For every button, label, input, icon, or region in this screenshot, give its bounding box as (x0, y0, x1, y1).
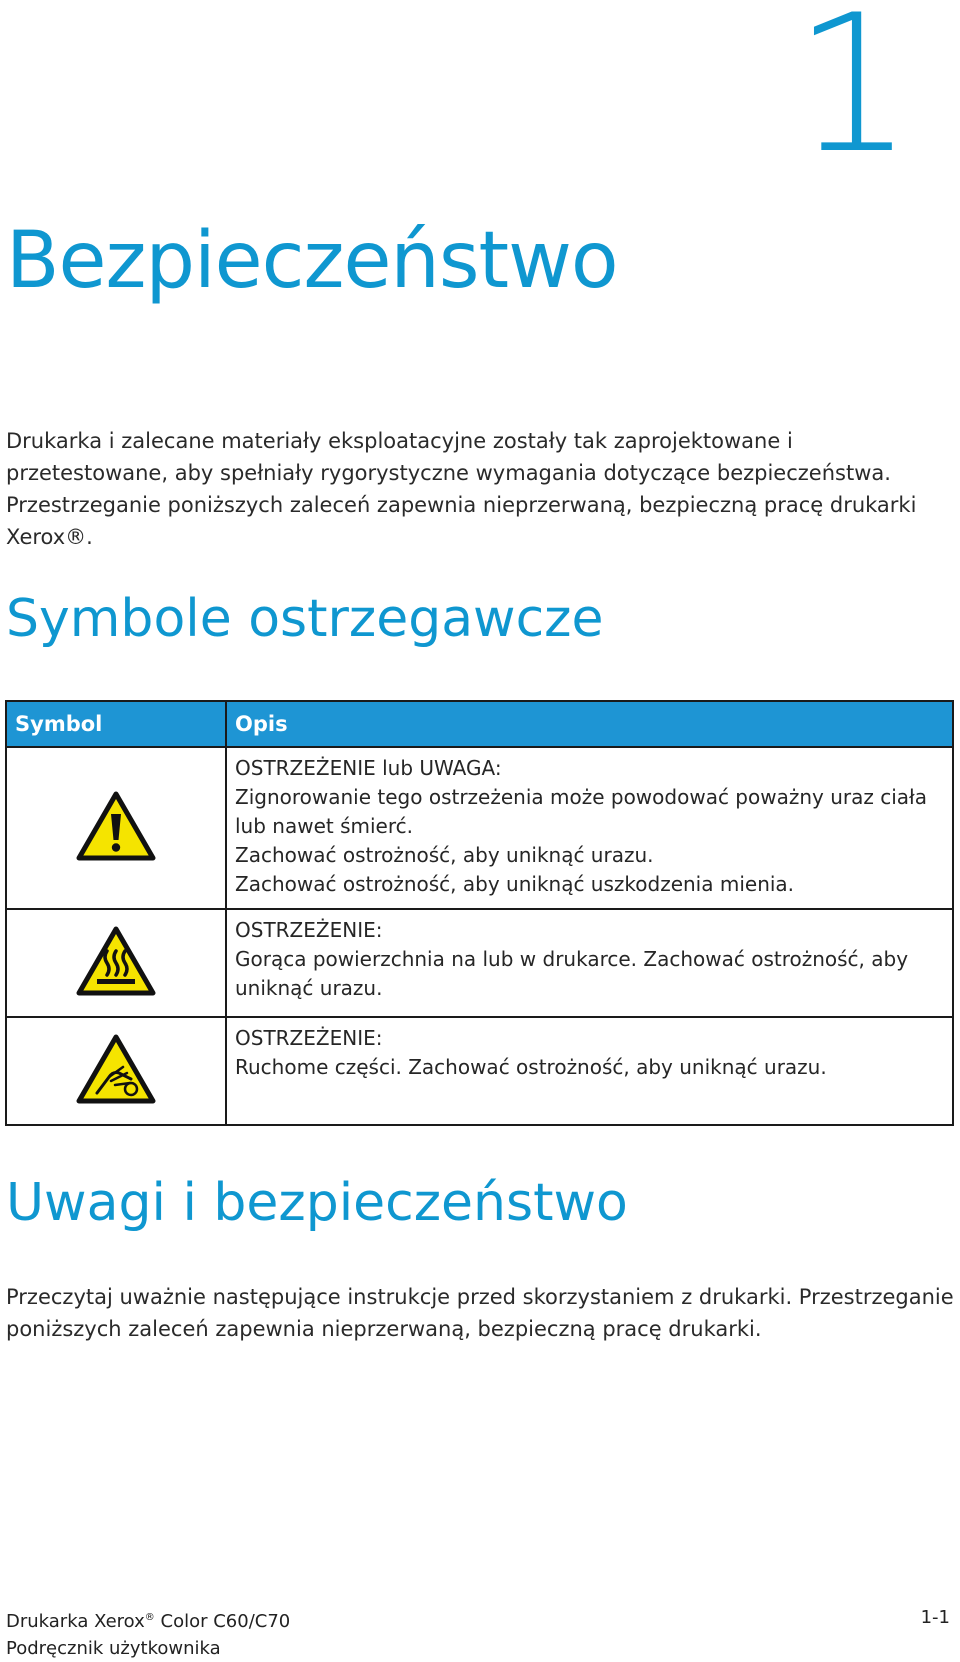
intro-paragraph: Drukarka i zalecane materiały eksploatacyjne zostały tak zaprojektowane i przetestowane, aby spełniały rygorystyczne wymagania dotyczące bezpieczeństwa. Przestrzeganie poniższych zaleceń zapewnia nieprzerwaną, bezpieczną pracę drukarki Xerox®. (6, 429, 917, 549)
symbol-cell (6, 747, 226, 909)
warning-text: Zachować ostrożność, aby uniknąć uszkodzenia mienia. (235, 872, 795, 896)
column-header-symbol: Symbol (6, 701, 226, 747)
notes-paragraph: Przeczytaj uważnie następujące instrukcje przed skorzystaniem z drukarki. Przestrzeganie poniższych zaleceń zapewnia nieprzerwaną, bezpieczną pracę drukarki. (6, 1285, 954, 1341)
warning-text: Gorąca powierzchnia na lub w drukarce. Zachować ostrożność, aby uniknąć urazu. (235, 947, 909, 1000)
table-row (6, 909, 953, 1017)
footer-product-name: Drukarka Xerox (6, 1611, 145, 1632)
moving-parts-icon (75, 1033, 157, 1109)
footer-guide-name: Podręcznik użytkownika (6, 1638, 221, 1659)
table-header-row (6, 701, 953, 747)
registered-mark: ® (144, 1612, 155, 1623)
page-number: 1-1 (920, 1607, 950, 1628)
footer-product (6, 1604, 290, 1662)
footer-product-model: Color C60/C70 (154, 1611, 291, 1632)
description-cell (226, 1017, 953, 1125)
section-heading-symbols: Symbole ostrzegawcze (6, 589, 604, 649)
description-cell (226, 747, 953, 909)
warning-symbols-table (5, 700, 954, 1126)
column-header-description: Opis (226, 701, 953, 747)
warning-text: Zignorowanie tego ostrzeżenia może powodować poważny uraz ciała lub nawet śmierć. (235, 785, 927, 838)
symbol-cell (6, 909, 226, 1017)
table-row (6, 747, 953, 909)
hot-surface-icon (75, 925, 157, 1001)
warning-exclamation-icon (75, 790, 157, 866)
warning-text: Zachować ostrożność, aby uniknąć urazu. (235, 843, 654, 867)
warning-label: OSTRZEŻENIE lub UWAGA: (235, 756, 502, 780)
section-heading-notes: Uwagi i bezpieczeństwo (6, 1173, 628, 1233)
chapter-number: 1 (793, 0, 914, 195)
warning-text: Ruchome części. Zachować ostrożność, aby uniknąć urazu. (235, 1055, 827, 1079)
symbol-cell (6, 1017, 226, 1125)
footer-product-line (6, 1604, 290, 1635)
page-title: Bezpieczeństwo (6, 216, 618, 306)
warning-label: OSTRZEŻENIE: (235, 918, 383, 942)
table-row (6, 1017, 953, 1125)
warning-label: OSTRZEŻENIE: (235, 1026, 383, 1050)
description-cell (226, 909, 953, 1017)
